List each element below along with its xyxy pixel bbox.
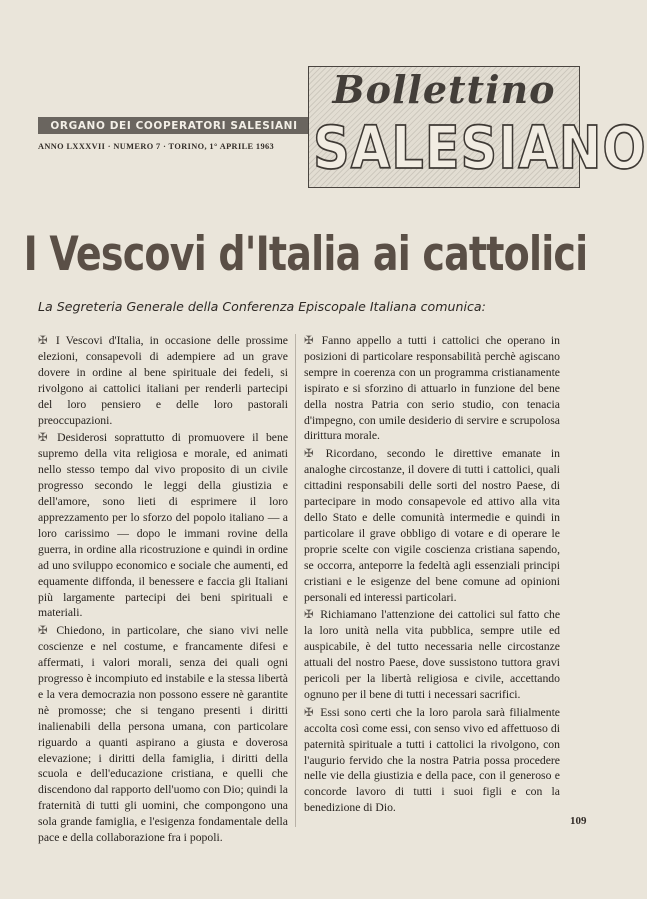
paragraph-text: Richiamano l'attenzione dei cattolici sul fatto che la loro unità nella vita pubblica, sempre utile ed auspicabile, è del tutto necessaria nelle circostanze attuali del nostro Paese, dove sussistono tuttora gravi pericoli per la libertà religiosa e civile, accettando ognuno per il bene di tutti i necessari sacrifici. <box>304 608 561 701</box>
cross-icon: ✠ <box>38 624 48 638</box>
paragraph <box>38 333 288 428</box>
paragraph-text: I Vescovi d'Italia, in occasione delle prossime elezioni, consapevoli di adempiere ad un grave dovere in ordine al bene spirituale dei fedeli, si rivolgono ai cattolici italiani per renderli partecipi del loro pensiero e delle loro pastorali preoccupazioni. <box>38 334 288 427</box>
paragraph <box>304 607 560 702</box>
masthead-logo <box>308 66 647 188</box>
cross-icon: ✠ <box>38 431 48 445</box>
cross-icon: ✠ <box>304 705 314 719</box>
article-headline: I Vescovi d'Italia ai cattolici <box>23 226 588 281</box>
right-column <box>304 333 560 818</box>
paragraph <box>304 333 560 444</box>
paragraph <box>304 705 560 816</box>
cross-icon: ✠ <box>38 334 48 347</box>
paragraph <box>38 430 288 621</box>
cross-icon: ✠ <box>304 608 314 622</box>
column-divider <box>295 334 296 827</box>
paragraph-text: Essi sono certi che la loro parola sarà filialmente accolta così come essi, con senso vivo ed affettuoso di paternità spirituale a tutti i cattolici la rivolgono, con l'augurio fervido che la nostra Patria possa procedere nelle vie della giustizia e della pace, con il generoso e concorde lavoro di tutti i suoi figli e con la benedizione di Dio. <box>304 705 560 815</box>
logo-block-text: SALESIANO <box>313 115 647 183</box>
paragraph <box>38 623 288 846</box>
cross-icon: ✠ <box>304 447 314 461</box>
left-column <box>38 333 288 848</box>
paragraph-text: Ricordano, secondo le direttive emanate in analoghe circostanze, il dovere di tutti i cattolici, quali cittadini responsabili delle sorti del nostro Paese, di partecipare in modo consapevole ed attivo alla vita dello Stato e delle comunità intermedie e quindi in particolare il grave obbligo di votare e di operare le proprie scelte con vigile coscienza cristiana sapendo, se occorra, anteporre la fedeltà agli essenziali principi cristiani e le esigenze del bene comune ad opinioni personali ed interessi particolari. <box>304 447 561 604</box>
paragraph <box>304 446 560 605</box>
paragraph-text: Fanno appello a tutti i cattolici che operano in posizioni di particolare responsabilità perchè agiscano sempre in coerenza con un programma cristianamente ispirato e si sforzino di attuarlo in funzione del bene della nostra Patria con serio studio, con tenacia d'impegno, con umile desiderio di servire e scrupolosa dirittura morale. <box>304 334 560 443</box>
page-number: 109 <box>570 815 587 827</box>
issue-line: ANNO LXXXVII · NUMERO 7 · TORINO, 1° APRILE 1963 <box>38 142 275 151</box>
publication-banner: ORGANO DEI COOPERATORI SALESIANI <box>38 117 310 134</box>
article-subhead: La Segreteria Generale della Conferenza Episcopale Italiana comunica: <box>38 299 486 314</box>
paragraph-text: Desiderosi soprattutto di promuovere il bene supremo della vita religiosa e morale, ed animati nello stesso tempo dal vivo proposito di un civile progresso secondo le leggi della giustizia e dell'amore, sono lieti di esprimere il loro apprezzamento per lo sforzo del popolo italiano — a loro carissimo — dopo le immani rovine della guerra, in ordine alla ricostruzione e quindi in ordine ad uno sviluppo economico e sociale che aumenti, ed equamente diffonda, il benessere e faccia gli Italiani più largamente partecipi dei beni spirituali e materiali. <box>38 431 289 620</box>
cross-icon: ✠ <box>304 334 314 347</box>
paragraph-text: Chiedono, in particolare, che siano vivi nelle coscienze e nel costume, e francamente difesi e affermati, i valori morali, senza dei quali ogni progresso è incompiuto ed instabile e la stessa libertà e la vera democrazia non possono essere nè garantite nè promosse; che si tengano presenti i diritti inalienabili della persona umana, con particolare riguardo a quanti aspirano a giusta e doverosa elevazione; i diritti della famiglia, i diritti della scuola e dell'educazione cristiana, e quelli che discendono dal rapporto dell'uomo con Dio; quindi la fraternità di tutti gli uomini, che compongono una sola grande famiglia, e l'esigenza fondamentale della pace e della collaborazione fra i popoli. <box>38 624 289 845</box>
logo-script-text: Bollettino <box>332 67 556 112</box>
